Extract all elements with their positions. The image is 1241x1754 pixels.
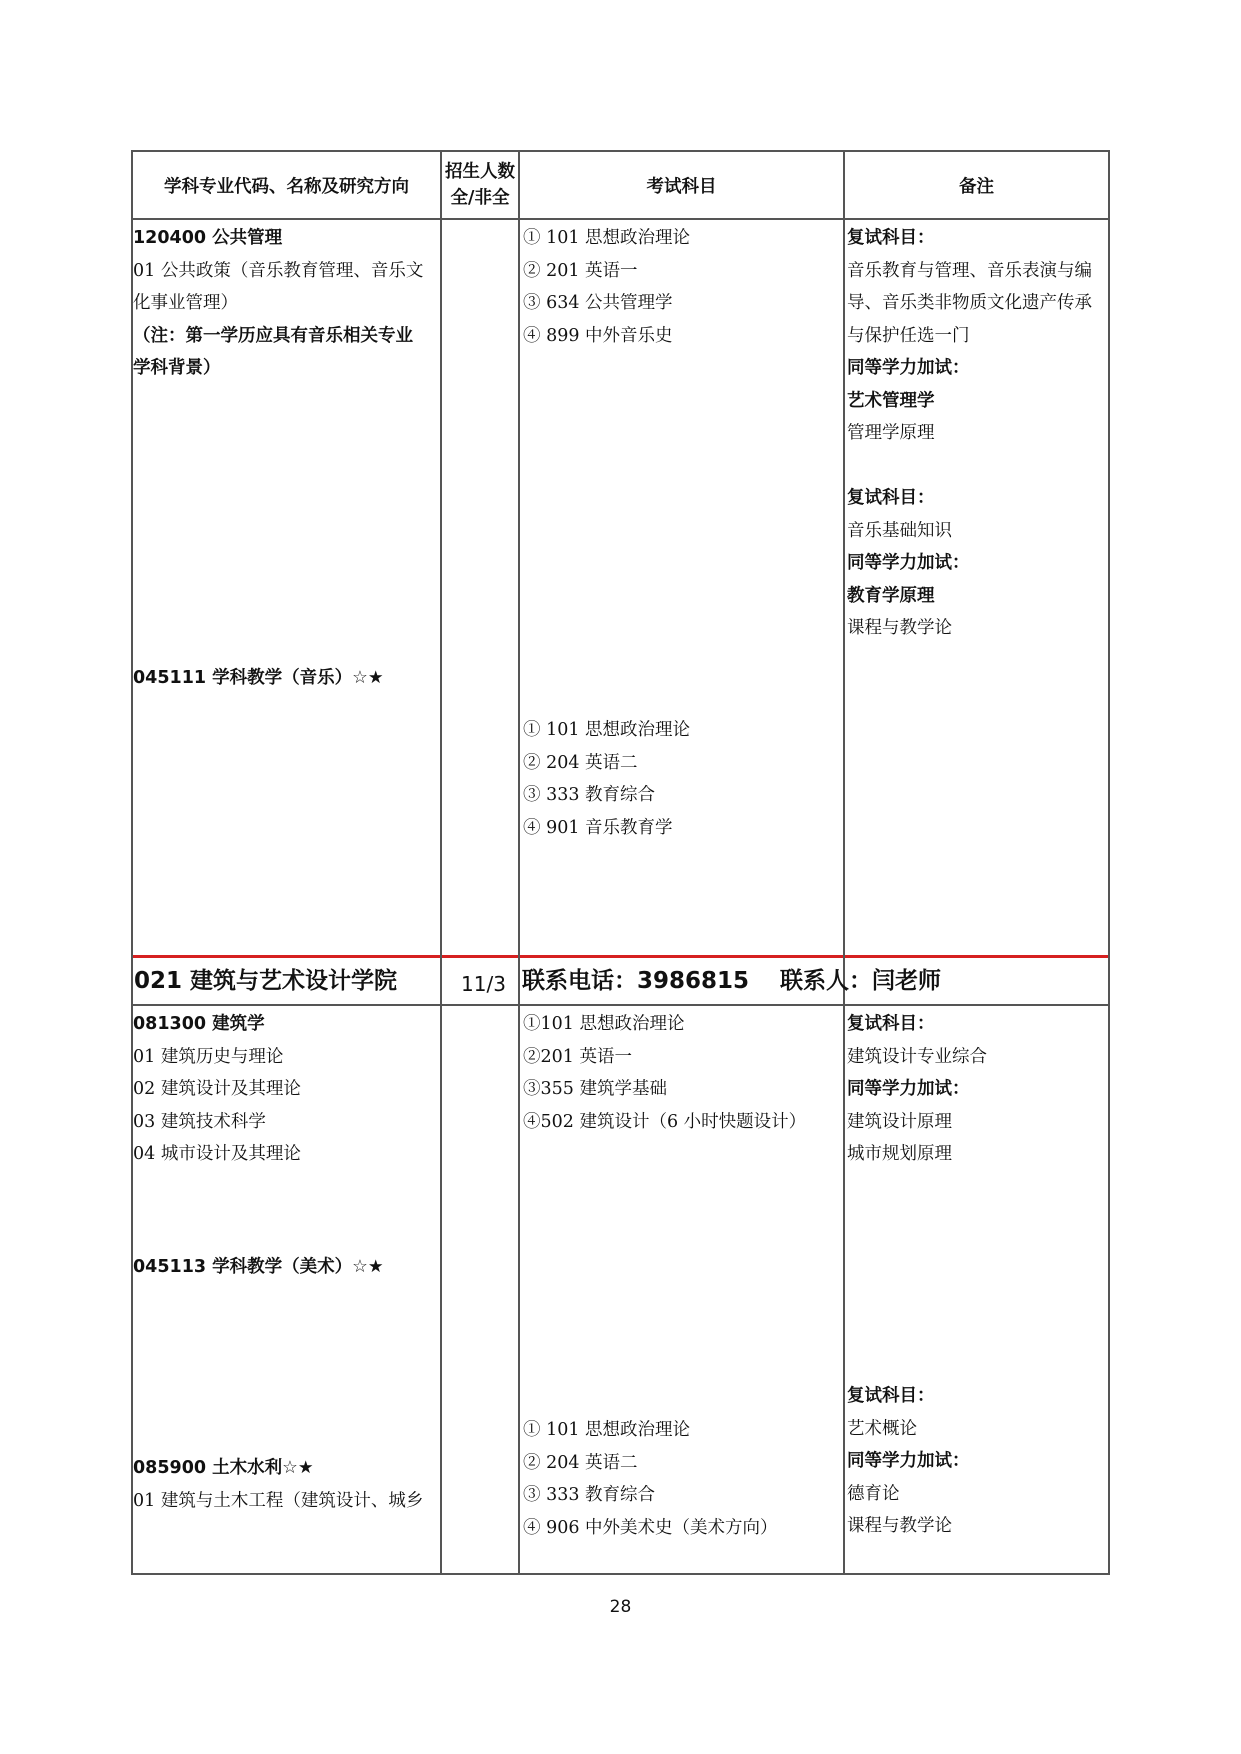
table-border-right xyxy=(1108,150,1110,1575)
block2-majors xyxy=(133,1008,439,1171)
header-enrollment-line1: 招生人数 xyxy=(445,162,515,182)
major-direction: 03 建筑技术科学 xyxy=(133,1111,266,1132)
block2-majors-third xyxy=(133,1452,439,1517)
exam-item: ① 101 思想政治理论 xyxy=(523,228,691,248)
retest-subject: 音乐教育与管理、音乐表演与编 xyxy=(847,260,1092,281)
page-number: 28 xyxy=(609,1597,632,1617)
block2-remarks-1 xyxy=(847,1008,1107,1171)
retest-label: 复试科目： xyxy=(847,1014,935,1034)
extra-test-label: 同等学力加试： xyxy=(847,1451,970,1471)
block1-majors xyxy=(133,222,439,385)
extra-test-subject: 建筑设计原理 xyxy=(847,1111,952,1132)
exam-item: ④ 906 中外美术史（美术方向） xyxy=(523,1517,778,1538)
major-code-045111: 045111 学科教学（音乐）☆★ xyxy=(133,668,384,688)
extra-test-subject: 课程与教学论 xyxy=(847,1516,952,1536)
retest-subject: 建筑设计专业综合 xyxy=(847,1046,987,1067)
exam-item: ④ 899 中外音乐史 xyxy=(523,325,673,346)
header-divider xyxy=(131,218,1110,220)
block1-exam-list-1 xyxy=(523,222,841,352)
header-major: 学科专业代码、名称及研究方向 xyxy=(164,176,409,197)
exam-item: ①101 思想政治理论 xyxy=(523,1014,685,1034)
header-remarks: 备注 xyxy=(959,176,994,197)
block2-remarks-2 xyxy=(847,1380,1107,1543)
exam-item: ② 204 英语二 xyxy=(523,1452,638,1473)
college-contact: 联系人：闫老师 xyxy=(780,968,941,994)
extra-test-subject: 城市规划原理 xyxy=(847,1144,952,1164)
admissions-table xyxy=(131,150,1110,1575)
block1-remarks-1 xyxy=(847,222,1107,645)
exam-item: ② 204 英语二 xyxy=(523,752,638,773)
major-direction: 04 城市设计及其理论 xyxy=(133,1144,301,1164)
retest-subject: 艺术概论 xyxy=(847,1418,917,1439)
exam-item: ② 201 英语一 xyxy=(523,260,638,281)
section-divider-red xyxy=(131,955,1110,958)
extra-test-subject: 德育论 xyxy=(847,1483,900,1504)
column-divider-3 xyxy=(843,150,845,1575)
major-direction: 01 建筑历史与理论 xyxy=(133,1046,284,1067)
major-code-081300: 081300 建筑学 xyxy=(133,1014,265,1034)
retest-subject: 导、音乐类非物质文化遗产传承 xyxy=(847,293,1092,313)
exam-item: ③ 634 公共管理学 xyxy=(523,293,673,313)
extra-test-label: 同等学力加试： xyxy=(847,553,970,573)
block2-exam-list-2 xyxy=(523,1414,841,1544)
retest-label: 复试科目： xyxy=(847,488,935,508)
major-code-085900: 085900 土木水利☆★ xyxy=(133,1458,314,1478)
major-code-045113: 045113 学科教学（美术）☆★ xyxy=(133,1257,384,1277)
header-exam-subjects: 考试科目 xyxy=(646,176,717,197)
retest-subject: 音乐基础知识 xyxy=(847,520,952,541)
exam-item: ②201 英语一 xyxy=(523,1046,632,1067)
extra-test-label: 同等学力加试： xyxy=(847,1079,970,1099)
college-phone: 联系电话：3986815 xyxy=(522,968,750,994)
extra-test-subject: 课程与教学论 xyxy=(847,618,952,638)
extra-test-subject: 管理学原理 xyxy=(847,423,935,443)
exam-item: ③ 333 教育综合 xyxy=(523,785,656,805)
retest-subject: 与保护任选一门 xyxy=(847,325,970,346)
exam-item: ③ 333 教育综合 xyxy=(523,1485,656,1505)
extra-test-subject: 教育学原理 xyxy=(847,585,935,606)
table-border-bottom xyxy=(131,1573,1110,1575)
college-enrollment-count: 11/3 xyxy=(461,972,506,996)
exam-item: ④502 建筑设计（6 小时快题设计） xyxy=(523,1111,807,1132)
exam-item: ④ 901 音乐教育学 xyxy=(523,817,673,838)
column-divider-1 xyxy=(440,150,442,1575)
exam-item: ③355 建筑学基础 xyxy=(523,1079,667,1099)
extra-test-label: 同等学力加试： xyxy=(847,358,970,378)
exam-item: ① 101 思想政治理论 xyxy=(523,1420,691,1440)
major-direction: 02 建筑设计及其理论 xyxy=(133,1079,301,1099)
block1-exam-list-2 xyxy=(523,714,841,844)
block2-exam-list-1 xyxy=(523,1008,841,1138)
major-direction-cont: 化事业管理） xyxy=(133,293,238,313)
major-code-120400: 120400 公共管理 xyxy=(133,228,283,248)
exam-item: ① 101 思想政治理论 xyxy=(523,720,691,740)
college-title: 021 建筑与艺术设计学院 xyxy=(134,968,398,994)
column-divider-2 xyxy=(518,150,520,1575)
major-direction: 01 公共政策（音乐教育管理、音乐文 xyxy=(133,260,424,281)
header-enrollment-line2: 全/非全 xyxy=(450,188,510,208)
header-enrollment xyxy=(442,152,518,218)
major-direction: 01 建筑与土木工程（建筑设计、城乡 xyxy=(133,1490,424,1511)
extra-test-subject: 艺术管理学 xyxy=(847,390,935,411)
section-row-divider xyxy=(131,1004,1110,1006)
retest-label: 复试科目： xyxy=(847,1386,935,1406)
retest-label: 复试科目： xyxy=(847,228,935,248)
major-note: （注：第一学历应具有音乐相关专业 xyxy=(133,325,413,346)
major-note-cont: 学科背景） xyxy=(133,358,221,378)
